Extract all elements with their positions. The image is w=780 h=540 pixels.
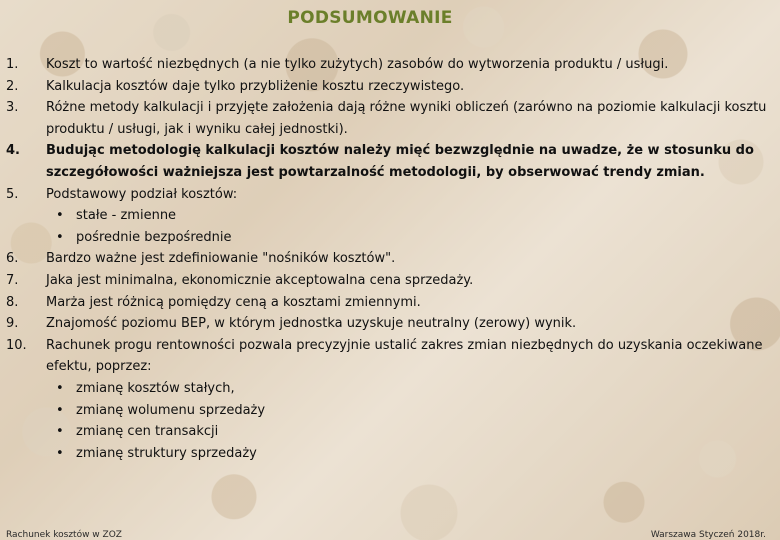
sub-bullet-text: pośrednie bezpośrednie (76, 229, 232, 245)
item-number: 8. (6, 294, 19, 310)
list-item (6, 140, 774, 183)
item-number: 9. (6, 316, 19, 332)
sub-bullet (6, 443, 774, 465)
sub-bullet (6, 421, 774, 443)
item-text: Budując metodologię kalkulacji kosztów należy mięć bezwzględnie na uwadze, że w stosunku do szczegółowości ważniejsza jest powtarzalność metodologii, by obserwować trendy zmian. (46, 143, 754, 180)
bullet-icon: • (56, 402, 64, 418)
list-item (6, 292, 774, 314)
footer-right: Warszawa Styczeń 2018r. (650, 530, 766, 540)
item-text: Znajomość poziomu BEP, w którym jednostka uzyskuje neutralny (zerowy) wynik. (46, 316, 577, 332)
item-text: Podstawowy podział kosztów: (46, 186, 238, 202)
list-item (6, 54, 774, 76)
slide-title: PODSUMOWANIE (287, 8, 453, 28)
sub-bullet (6, 378, 774, 400)
item-number: 7. (6, 272, 19, 288)
item-text: Rachunek progu rentowności pozwala precyzyjnie ustalić zakres zmian niezbędnych do uzyskania oczekiwane efektu, poprzez: (46, 337, 763, 375)
item-number: 1. (6, 57, 19, 72)
list-item (6, 335, 774, 378)
sub-bullet-text: zmianę cen transakcji (76, 424, 219, 440)
summary-list (6, 54, 774, 464)
item-text: Marża jest różnicą pomiędzy ceną a kosztami zmiennymi. (46, 294, 421, 310)
sub-bullet-text: stałe - zmienne (76, 208, 177, 224)
sub-bullet (6, 205, 774, 227)
item-number: 2. (6, 78, 19, 94)
footer-left: Rachunek kosztów w ZOZ (6, 530, 122, 540)
sub-bullet (6, 227, 774, 249)
list-item (6, 184, 774, 206)
list-item (6, 97, 774, 140)
list-item (6, 248, 774, 270)
sub-bullet-text: zmianę kosztów stałych, (76, 380, 235, 396)
item-number: 4. (6, 143, 20, 159)
item-number: 3. (6, 100, 19, 116)
item-text: Jaka jest minimalna, ekonomicznie akceptowalna cena sprzedaży. (46, 272, 474, 288)
item-text: Kalkulacja kosztów daje tylko przybliżenie kosztu rzeczywistego. (46, 78, 465, 94)
list-item (6, 313, 774, 335)
bullet-icon: • (56, 380, 64, 396)
item-text: Koszt to wartość niezbędnych (a nie tylko zużytych) zasobów do wytworzenia produktu / usługi. (46, 57, 669, 72)
list-item (6, 76, 774, 98)
list-item (6, 270, 774, 292)
item-number: 5. (6, 186, 19, 202)
bullet-icon: • (56, 445, 64, 461)
item-text: Bardzo ważne jest zdefiniowanie "nośników kosztów". (46, 251, 396, 267)
sub-bullet (6, 400, 774, 422)
item-number: 10. (6, 337, 27, 353)
bullet-icon: • (56, 208, 64, 224)
sub-bullet-text: zmianę wolumenu sprzedaży (76, 402, 266, 418)
bullet-icon: • (56, 229, 64, 245)
item-number: 6. (6, 251, 19, 267)
item-text: Różne metody kalkulacji i przyjęte założenia dają różne wyniki obliczeń (zarówno na poziomie kalkulacji kosztu produktu / usługi, jak i wyniku całej jednostki). (46, 100, 767, 137)
sub-bullet-text: zmianę struktury sprzedaży (76, 445, 257, 461)
bullet-icon: • (56, 424, 64, 440)
